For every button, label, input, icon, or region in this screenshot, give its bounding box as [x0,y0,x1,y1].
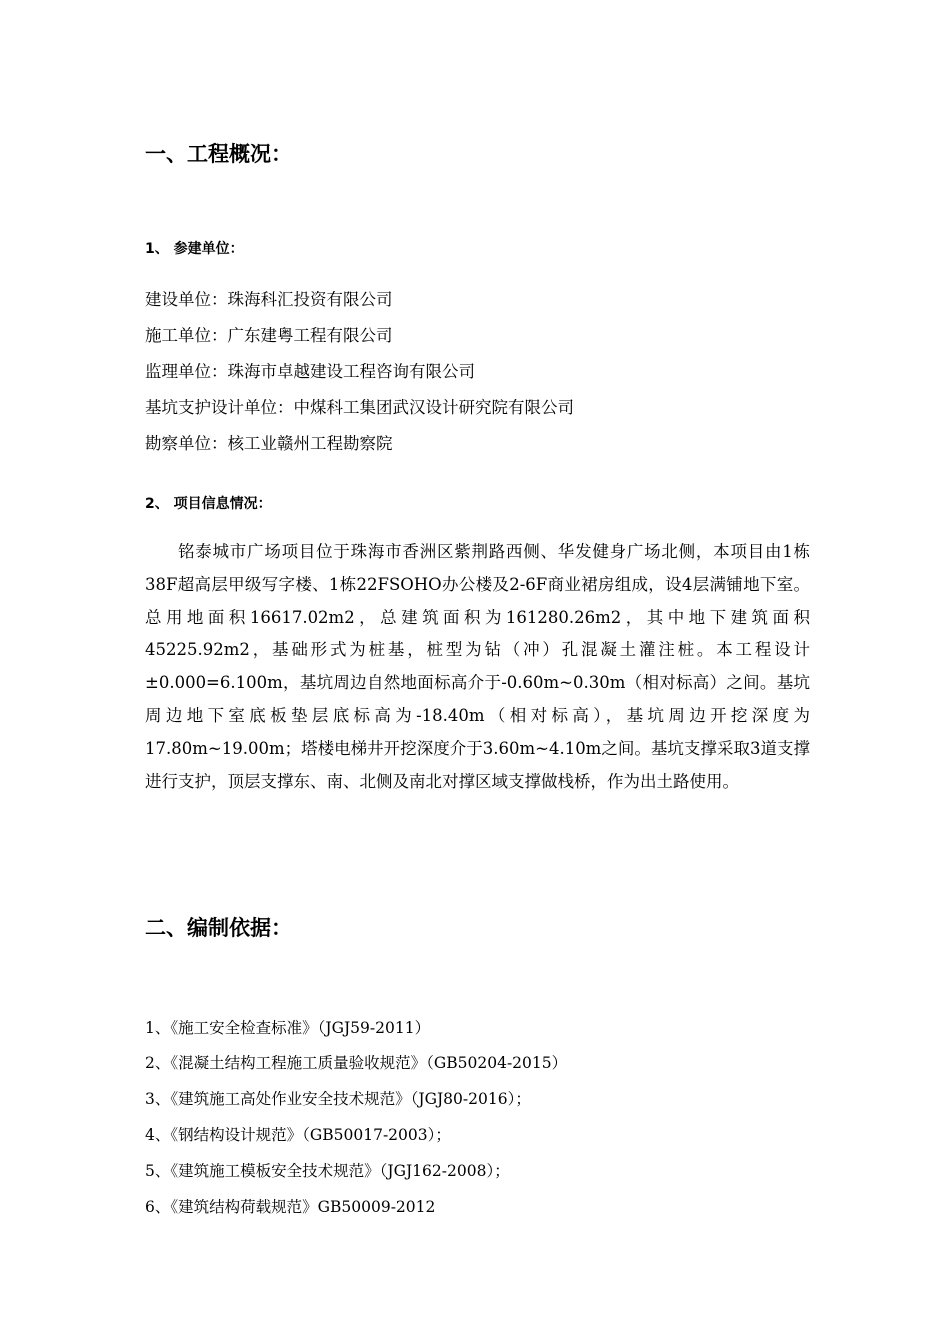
participant-supervisor: 监理单位：珠海市卓越建设工程咨询有限公司 [145,362,475,381]
reference-item: 6、《建筑结构荷载规范》GB50009-2012 [145,1198,436,1216]
reference-item: 3、《建筑施工高处作业安全技术规范》（JGJ80-2016）； [145,1090,531,1108]
project-info-heading: 2、 项目信息情况： [145,496,272,512]
participant-pit-support-designer: 基坑支护设计单位：中煤科工集团武汉设计研究院有限公司 [145,398,574,417]
section-1-title: 一、工程概况： [145,142,292,166]
participant-contractor: 施工单位：广东建粤工程有限公司 [145,326,393,345]
participant-survey-unit: 勘察单位：核工业赣州工程勘察院 [145,434,393,453]
participant-construction-unit: 建设单位：珠海科汇投资有限公司 [145,290,393,309]
reference-item: 1、《施工安全检查标准》（JGJ59-2011） [145,1019,431,1037]
project-info-paragraph: 铭泰城市广场项目位于珠海市香洲区紫荆路西侧、华发健身广场北侧，本项目由1栋38F超高层甲级写字楼、1栋22FSOHO办公楼及2-6F商业裙房组成，设4层满铺地下室。总用地面积16617.02m2，总建筑面积为161280.26m2，其中地下建筑面积45225.92m2，基础形式为桩基，桩型为钻（冲）孔混凝土灌注桩。本工程设计±0.000=6.100m，基坑周边自然地面标高介于-0.60m~0.30m（相对标高）之间。基坑周边地下室底板垫层底标高为-18.40m（相对标高），基坑周边开挖深度为17.80m~19.00m；塔楼电梯井开挖深度介于3.60m~4.10m之间。基坑支撑采取3道支撑进行支护，顶层支撑东、南、北侧及南北对撑区域支撑做栈桥，作为出土路使用。 [145,542,810,791]
reference-item: 2、《混凝土结构工程施工质量验收规范》（GB50204-2015） [145,1054,568,1072]
section-2-title: 二、编制依据： [145,916,292,940]
reference-item: 4、《钢结构设计规范》（GB50017-2003）； [145,1126,451,1144]
participants-heading: 1、 参建单位： [145,241,244,257]
reference-item: 5、《建筑施工模板安全技术规范》（JGJ162-2008）； [145,1162,510,1180]
